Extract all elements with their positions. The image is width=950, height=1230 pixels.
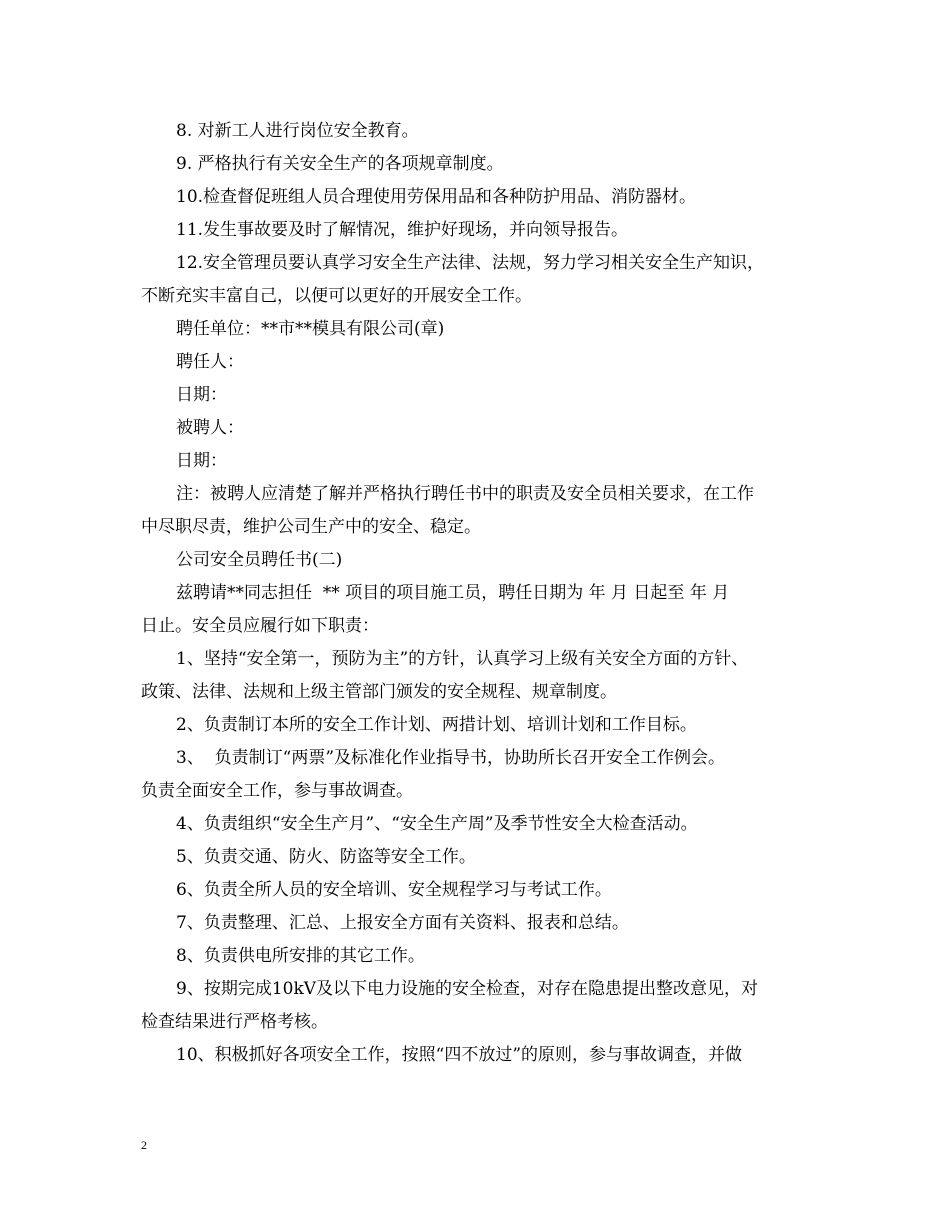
appointment-line-2: 日止。安全员应履行如下职责： — [141, 616, 379, 636]
duty-line-9: 7、负责整理、汇总、上报安全方面有关资料、报表和总结。 — [176, 913, 629, 933]
text-line-2: 9. 严格执行有关安全生产的各项规章制度。 — [176, 154, 504, 174]
employee-signature-line: 被聘人： — [176, 418, 244, 438]
duty-line-1: 1、坚持“安全第一，预防为主”的方针，认真学习上级有关安全方面的方针、 — [176, 649, 749, 669]
employee-date-line: 日期： — [176, 451, 227, 471]
employer-line: 聘任单位：**市**模具有限公司(章) — [176, 319, 445, 339]
duty-line-8: 6、负责全所人员的安全培训、安全规程学习与考试工作。 — [176, 880, 612, 900]
duty-line-13: 10、积极抓好各项安全工作，按照“四不放过”的原则，参与事故调查，并做 — [176, 1045, 743, 1065]
note-line-2: 中尽职尽责，维护公司生产中的安全、稳定。 — [141, 517, 481, 537]
duty-line-3: 2、负责制订本所的安全工作计划、两措计划、培训计划和工作目标。 — [176, 715, 697, 735]
text-line-3: 10.检查督促班组人员合理使用劳保用品和各种防护用品、消防器材。 — [176, 187, 697, 207]
duty-line-12: 检查结果进行严格考核。 — [141, 1012, 328, 1032]
appointment-line-1: 兹聘请**同志担任 ** 项目的项目施工员，聘任日期为 年 月 日起至 年 月 — [176, 583, 730, 603]
duty-line-10: 8、负责供电所安排的其它工作。 — [176, 946, 425, 966]
text-line-1: 8. 对新工人进行岗位安全教育。 — [176, 121, 419, 141]
note-line-1: 注：被聘人应清楚了解并严格执行聘任书中的职责及安全员相关要求，在工作 — [176, 484, 754, 504]
duty-line-11: 9、按期完成10kV及以下电力设施的安全检查，对存在隐患提出整改意见，对 — [176, 979, 759, 999]
duty-line-2: 政策、法律、法规和上级主管部门颁发的安全规程、规章制度。 — [141, 682, 617, 702]
text-line-5: 12.安全管理员要认真学习安全生产法律、法规，努力学习相关安全生产知识， — [176, 253, 765, 273]
text-line-4: 11.发生事故要及时了解情况，维护好现场，并向领导报告。 — [176, 220, 629, 240]
employer-signature-line: 聘任人： — [176, 352, 244, 372]
duty-line-5: 负责全面安全工作，参与事故调查。 — [141, 781, 413, 801]
employer-date-line: 日期： — [176, 385, 227, 405]
text-line-6: 不断充实丰富自己，以便可以更好的开展安全工作。 — [141, 286, 532, 306]
page-number: 2 — [141, 1138, 147, 1152]
section-title: 公司安全员聘任书(二) — [176, 550, 343, 570]
duty-line-4: 3、 负责制订“两票”及标准化作业指导书，协助所长召开安全工作例会。 — [176, 748, 726, 768]
duty-line-7: 5、负责交通、防火、防盗等安全工作。 — [176, 847, 476, 867]
duty-line-6: 4、负责组织“安全生产月”、“安全生产周”及季节性安全大检查活动。 — [176, 814, 698, 834]
